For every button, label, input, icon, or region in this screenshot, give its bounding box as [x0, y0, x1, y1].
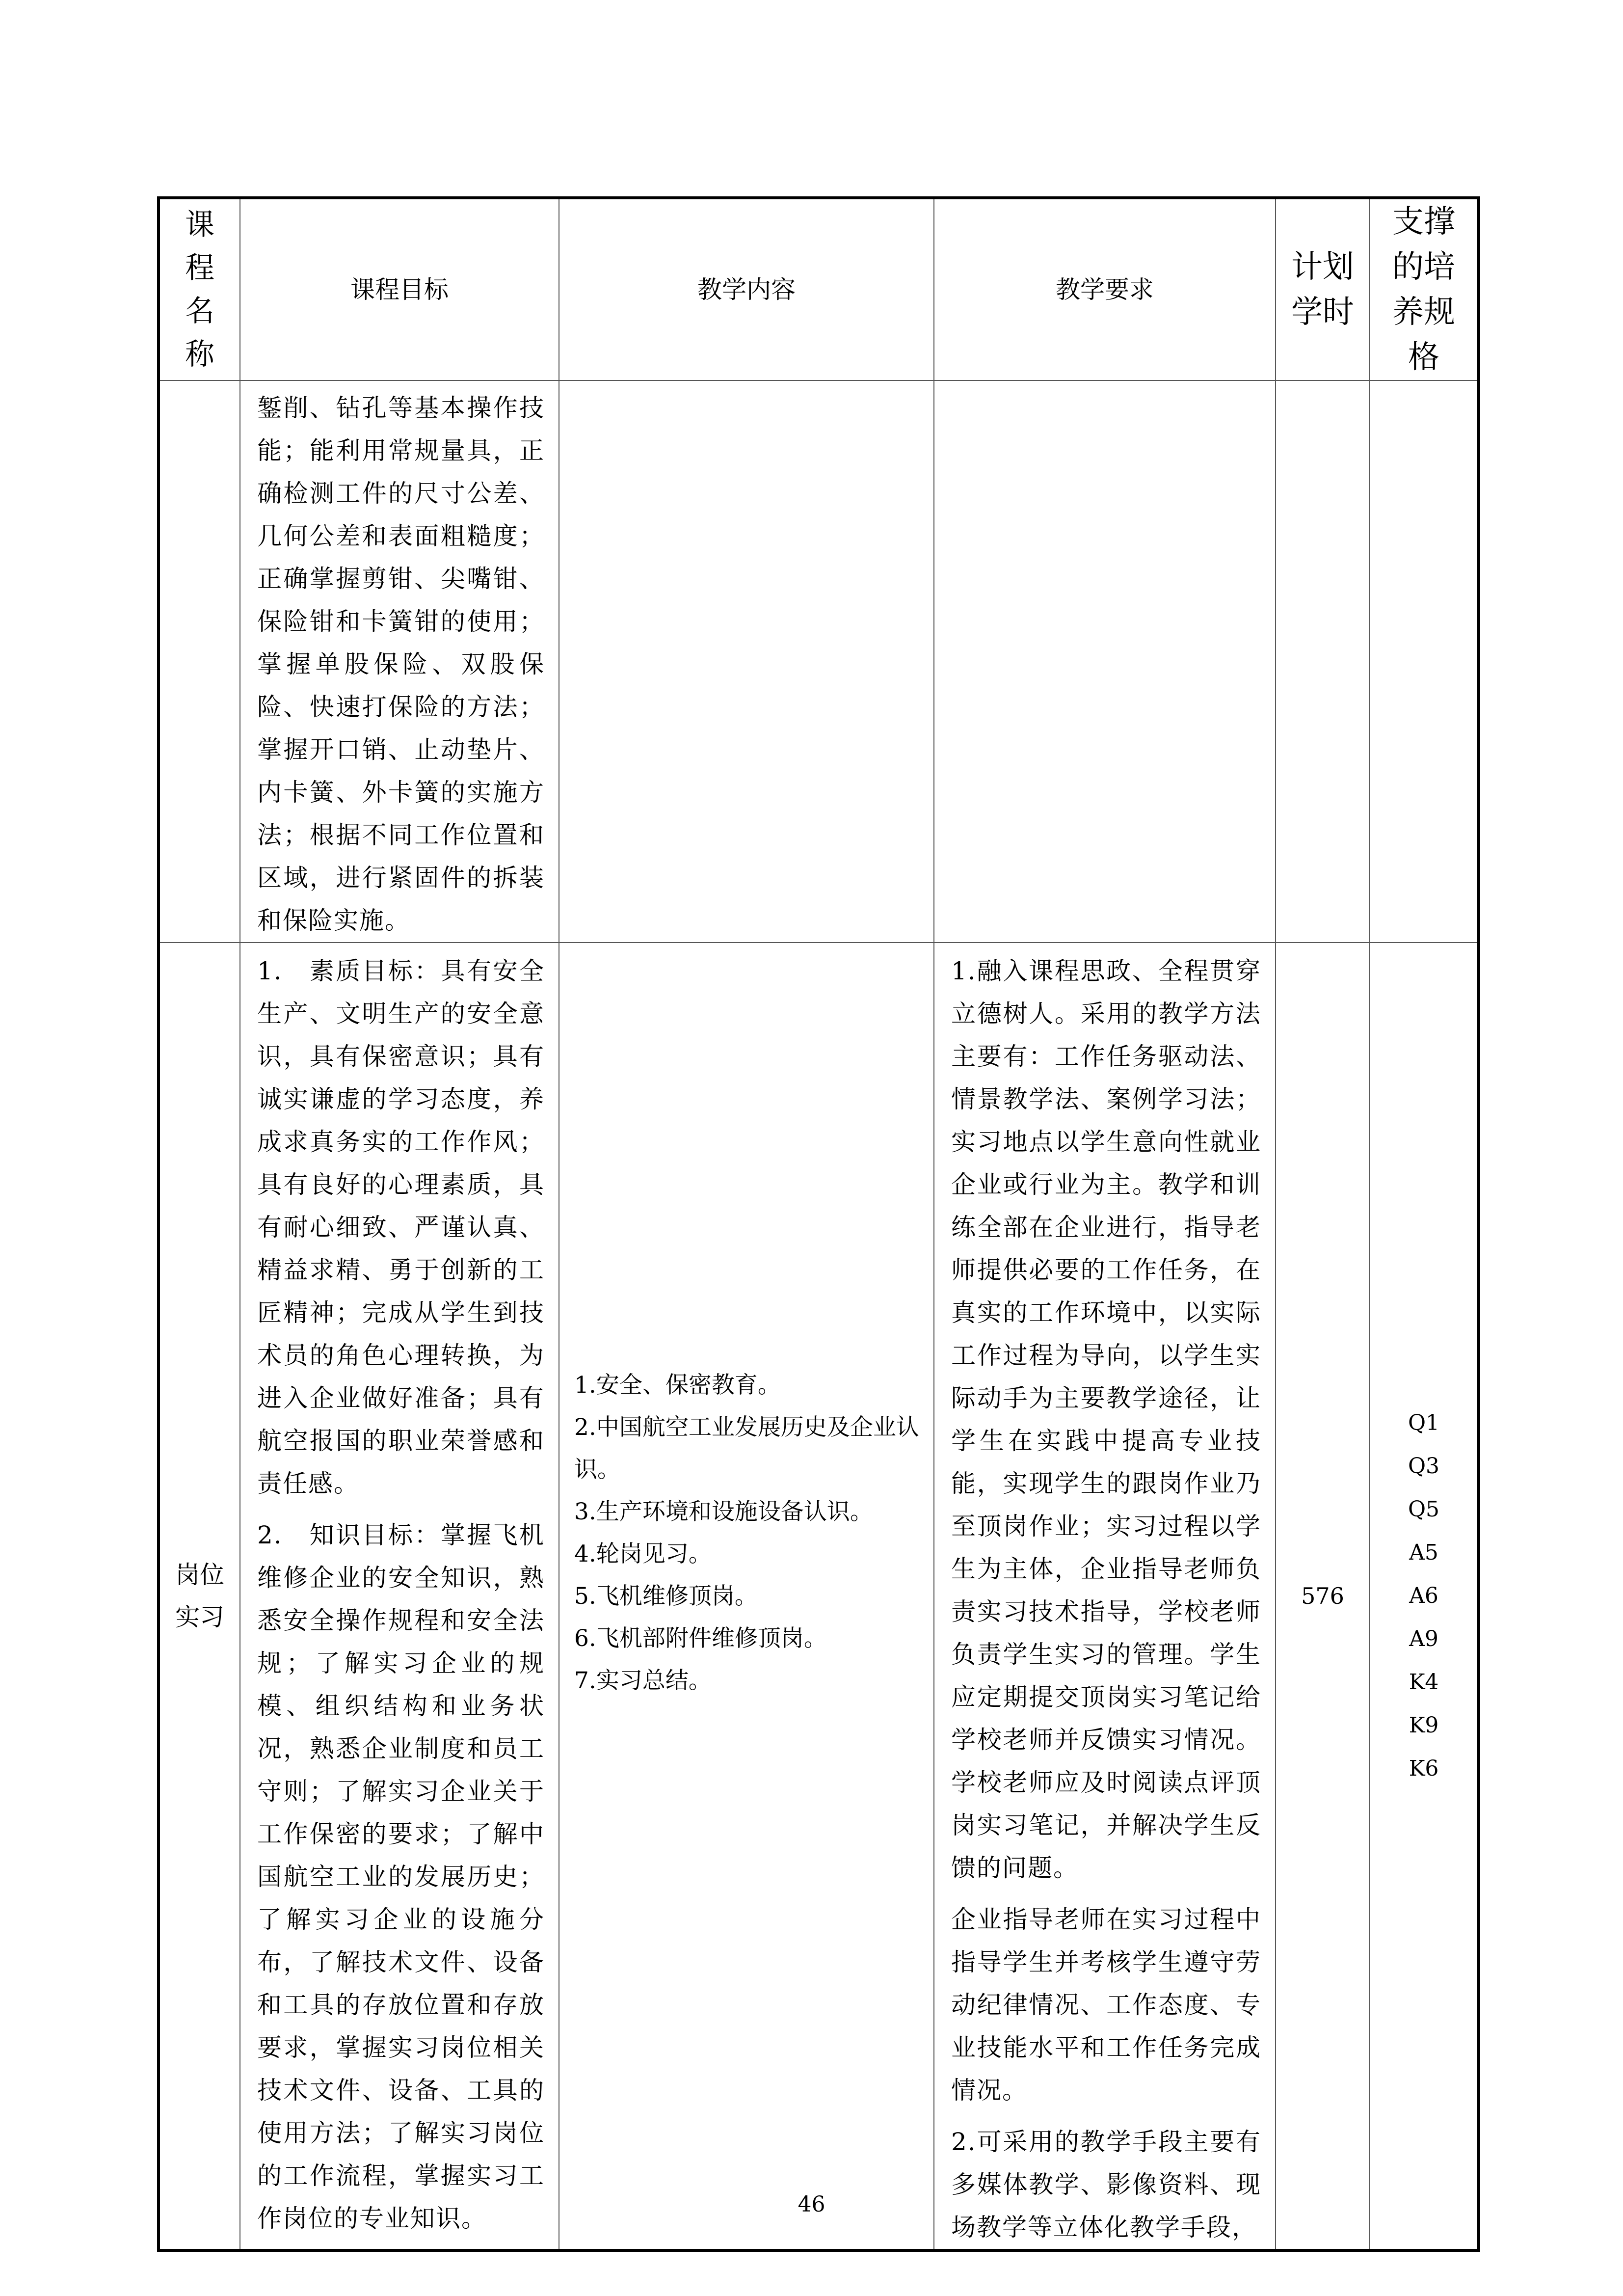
table-row-continued	[159, 380, 1479, 943]
header-course-name-char: 称	[185, 337, 214, 372]
objective-quality: 1. 素质目标：具有安全生产、文明生产的安全意识，具有保密意识；具有诚实谦虚的学习态度，养成求真务实的工作作风；具有良好的心理素质，具有耐心细致、严谨认真、精益求精、勇于创新的工匠精神；完成从学生到技术员的角色心理转换，为进入企业做好准备；具有航空报国的职业荣誉感和责任感。	[257, 957, 545, 1498]
spec-code: K4	[1409, 1670, 1439, 1695]
course-name-line: 实习	[175, 1603, 224, 1631]
header-hours	[1276, 198, 1370, 380]
header-course-name-char: 程	[185, 251, 214, 285]
list-item: 6.飞机部附件维修顶岗。	[574, 1625, 827, 1652]
requirements-text	[934, 943, 1275, 2249]
header-spec-line: 格	[1408, 339, 1439, 376]
spec-codes-cell	[1370, 943, 1479, 2250]
list-item: 1.安全、保密教育。	[574, 1372, 781, 1399]
requirements-cell	[934, 943, 1276, 2250]
list-item: 2.中国航空工业发展历史及企业认识。	[574, 1414, 919, 1483]
header-spec	[1370, 198, 1479, 380]
header-spec-line: 养规	[1392, 294, 1455, 330]
spec-code: A9	[1409, 1626, 1438, 1651]
objectives-cell	[240, 943, 559, 2250]
header-course-name	[159, 198, 240, 380]
objectives-text	[240, 943, 559, 2240]
requirement-paragraph: 企业指导老师在实习过程中指导学生并考核学生遵守劳动纪律情况、工作态度、专业技能水平和工作任务完成情况。	[951, 1905, 1261, 2105]
spec-code: K9	[1409, 1713, 1439, 1738]
table-header-row	[159, 198, 1479, 380]
course-name-cell	[159, 943, 240, 2250]
curriculum-table	[157, 196, 1480, 2252]
list-item: 7.实习总结。	[574, 1667, 712, 1694]
course-name-cell-empty	[159, 380, 240, 943]
header-requirements: 教学要求	[934, 198, 1276, 380]
list-item: 3.生产环境和设施设备认识。	[574, 1498, 873, 1525]
spec-code: K6	[1409, 1756, 1439, 1781]
spec-code: Q1	[1408, 1410, 1440, 1435]
course-name-line: 岗位	[175, 1561, 224, 1589]
header-course-name-char: 名	[185, 294, 214, 328]
spec-code: A5	[1409, 1540, 1438, 1565]
content-list	[559, 1364, 933, 1702]
requirement-paragraph: 1.融入课程思政、全程贯穿立德树人。采用的教学方法主要有：工作任务驱动法、情景教学法、案例学习法；实习地点以学生意向性就业企业或行业为主。教学和训练全部在企业进行，指导老师提供必要的工作任务，在真实的工作环境中，以实际工作过程为导向，以学生实际动手为主要教学途径，让学生在实践中提高专业技能，实现学生的跟岗作业乃至顶岗作业；实习过程以学生为主体，企业指导老师负责实习技术指导，学校老师负责学生实习的管理。学生应定期提交顶岗实习笔记给学校老师并反馈实习情况。学校老师应及时阅读点评顶岗实习笔记，并解决学生反馈的问题。	[951, 957, 1261, 1882]
objectives-cell	[240, 380, 559, 943]
objectives-text: 錾削、钻孔等基本操作技能；能利用常规量具，正确检测工件的尺寸公差、几何公差和表面粗糙度；正确掌握剪钳、尖嘴钳、保险钳和卡簧钳的使用；掌握单股保险、双股保险、快速打保险的方法；掌握开口销、止动垫片、内卡簧、外卡簧的实施方法；根据不同工作位置和区域，进行紧固件的拆装和保险实施。	[257, 394, 545, 935]
requirements-cell-empty	[934, 380, 1276, 943]
header-hours-line: 计划	[1291, 249, 1354, 285]
header-hours-line: 学时	[1291, 294, 1354, 330]
header-content: 教学内容	[559, 198, 934, 380]
requirement-paragraph: 2.可采用的教学手段主要有多媒体教学、影像资料、现场教学等立体化教学手段，	[951, 2128, 1261, 2242]
spec-code: Q5	[1408, 1497, 1440, 1522]
table-row-internship	[159, 943, 1479, 2250]
objective-knowledge: 2. 知识目标：掌握飞机维修企业的安全知识，熟悉安全操作规程和安全法规；了解实习企业的规模、组织结构和业务状况，熟悉企业制度和员工守则；了解实习企业关于工作保密的要求；了解中国航空工业的发展历史；了解实习企业的设施分布，了解技术文件、设备和工具的存放位置和存放要求，掌握实习岗位相关技术文件、设备、工具的使用方法；了解实习岗位的工作流程，掌握实习工作岗位的专业知识。	[257, 1521, 545, 2233]
spec-cell-empty	[1370, 380, 1479, 943]
header-spec-line: 支撑	[1392, 204, 1455, 240]
header-spec-line: 的培	[1392, 249, 1455, 285]
hours-cell-empty	[1276, 380, 1370, 943]
page-number: 46	[798, 2192, 825, 2217]
header-objectives: 课程目标	[240, 198, 559, 380]
header-course-name-char: 课	[185, 208, 214, 242]
spec-code: A6	[1409, 1583, 1438, 1608]
list-item: 4.轮岗见习。	[574, 1540, 712, 1567]
content-cell-empty	[559, 380, 934, 943]
spec-code: Q3	[1408, 1454, 1440, 1479]
content-cell	[559, 943, 934, 2250]
hours-cell: 576	[1276, 943, 1370, 2250]
list-item: 5.飞机维修顶岗。	[574, 1583, 758, 1610]
